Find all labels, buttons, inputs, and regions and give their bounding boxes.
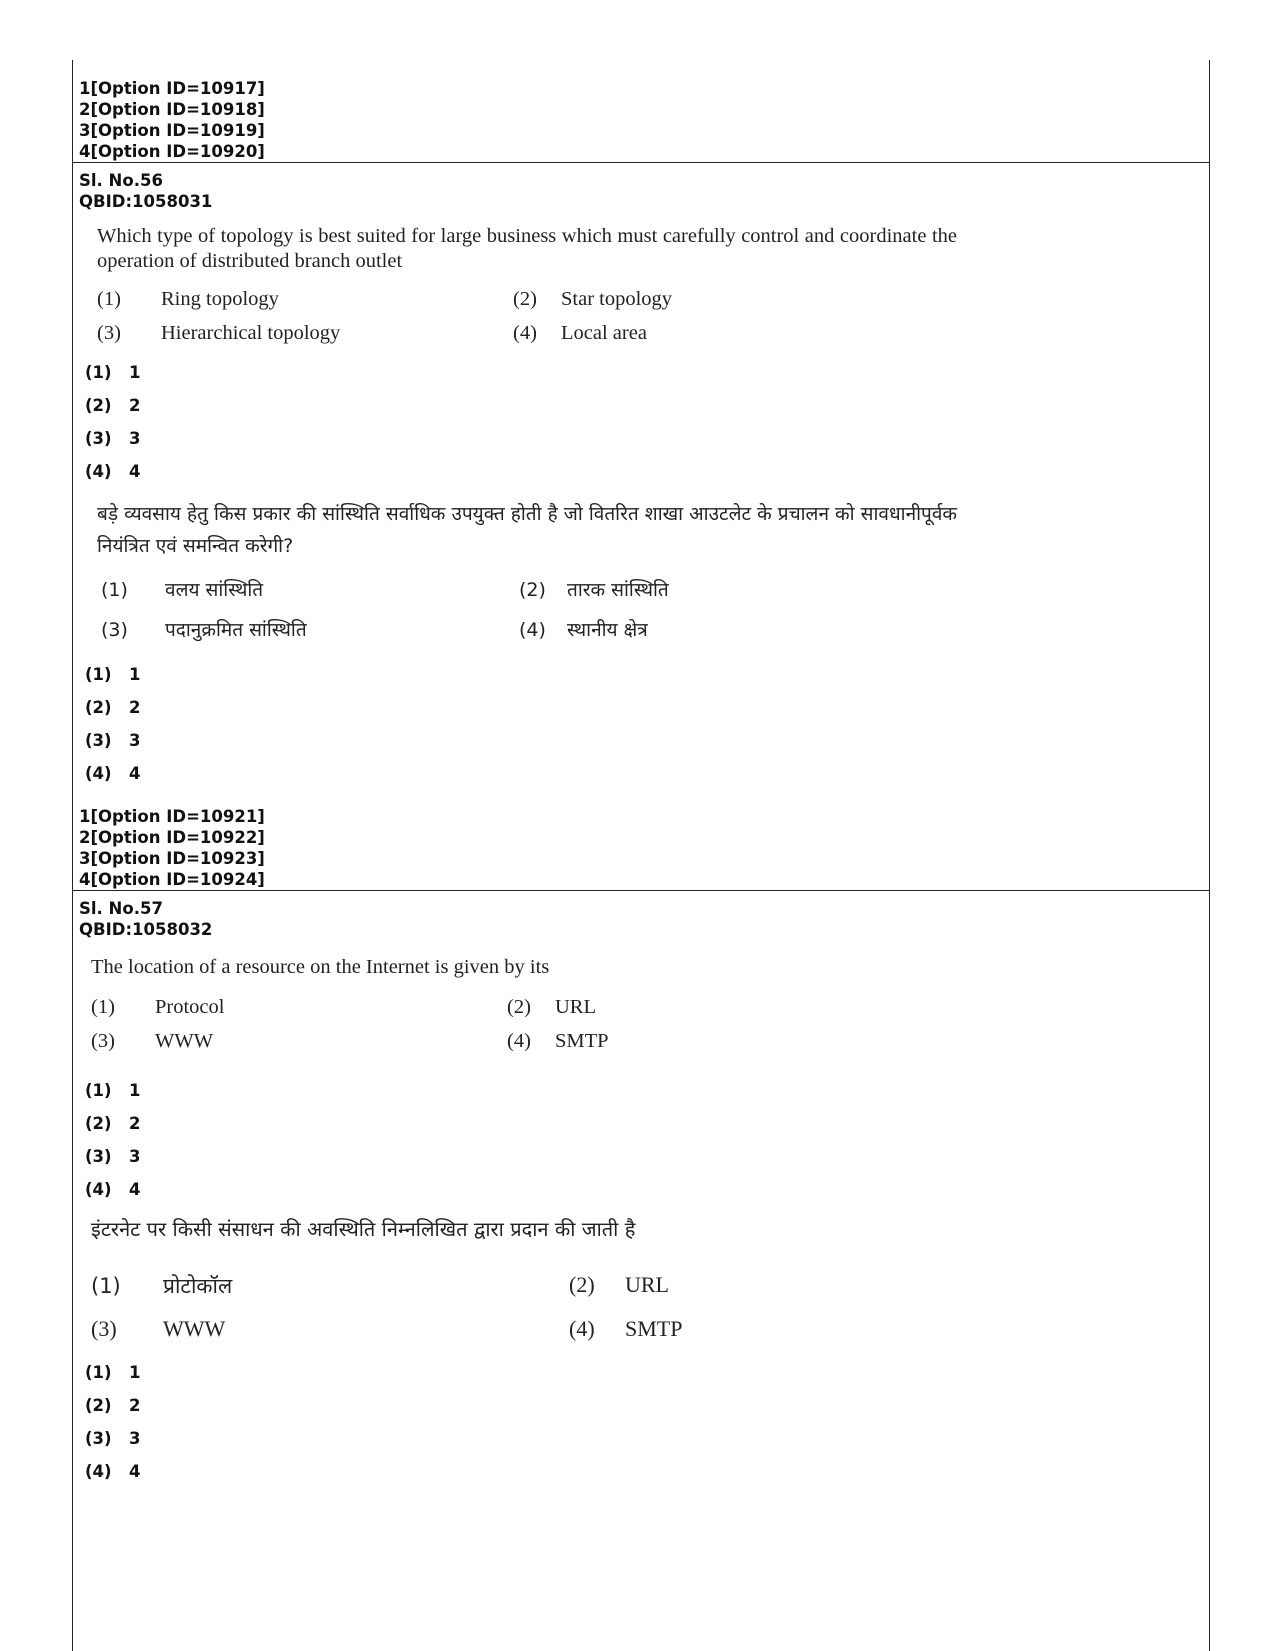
- answer-choice[interactable]: [85, 697, 140, 730]
- option-number: (1): [101, 579, 128, 601]
- option-number: (2): [507, 996, 531, 1018]
- question-56-english-text: Which type of topology is best suited for large business which must carefully control and coordinate the operation of distributed branch outlet: [97, 225, 957, 272]
- question-56-english-option: [513, 288, 672, 311]
- option-number: (4): [513, 322, 537, 344]
- choice-key: (3): [85, 731, 112, 750]
- answer-choice[interactable]: [85, 1395, 140, 1428]
- choice-value: 1: [129, 1081, 141, 1100]
- question-56-english-option: [97, 288, 279, 311]
- question-57-hindi-option: [569, 1272, 669, 1298]
- choice-value: 4: [129, 764, 141, 783]
- question-56-hindi-option: [519, 616, 648, 642]
- choice-value: 1: [129, 665, 141, 684]
- option-text: SMTP: [625, 1316, 683, 1341]
- question-56-answer-choices-english: [85, 362, 140, 494]
- choice-value: 1: [129, 1363, 141, 1382]
- option-number: (3): [101, 619, 128, 641]
- choice-value: 3: [129, 1429, 141, 1448]
- option-text: वलय सांस्थिति: [165, 579, 264, 601]
- answer-choice[interactable]: [85, 664, 140, 697]
- choice-key: (3): [85, 1147, 112, 1166]
- choice-value: 2: [129, 1396, 141, 1415]
- option-id-line: 2[Option ID=10918]: [79, 100, 265, 119]
- choice-key: (2): [85, 698, 112, 717]
- option-text: WWW: [155, 1030, 214, 1052]
- choice-key: (4): [85, 462, 112, 481]
- option-text: Hierarchical topology: [161, 322, 341, 344]
- question-57-english-option: [507, 996, 596, 1019]
- option-text: Star topology: [561, 288, 673, 310]
- option-number: (2): [519, 579, 546, 601]
- choice-value: 2: [129, 698, 141, 717]
- choice-key: (2): [85, 1114, 112, 1133]
- choice-value: 3: [129, 429, 141, 448]
- option-number: (2): [569, 1272, 595, 1297]
- question-56-option-id-list: [79, 806, 265, 890]
- option-id-line: 3[Option ID=10923]: [79, 849, 265, 868]
- choice-key: (1): [85, 363, 112, 382]
- option-number: (3): [91, 1316, 117, 1341]
- question-56-hindi-option: [519, 576, 669, 602]
- question-56-hindi-option: [101, 616, 307, 642]
- choice-key: (2): [85, 396, 112, 415]
- option-text: WWW: [163, 1316, 226, 1341]
- answer-choice[interactable]: [85, 730, 140, 763]
- option-number: (4): [519, 619, 546, 641]
- question-57-header: [79, 898, 212, 940]
- answer-choice[interactable]: [85, 395, 140, 428]
- choice-value: 4: [129, 462, 141, 481]
- option-text: URL: [625, 1272, 669, 1297]
- answer-choice[interactable]: [85, 1146, 140, 1179]
- option-id-line: 3[Option ID=10919]: [79, 121, 265, 140]
- answer-choice[interactable]: [85, 1080, 140, 1113]
- option-text: Local area: [561, 322, 647, 344]
- choice-value: 2: [129, 1114, 141, 1133]
- answer-choice[interactable]: [85, 1428, 140, 1461]
- answer-choice[interactable]: [85, 1113, 140, 1146]
- option-number: (3): [97, 322, 121, 344]
- option-text: पदानुक्रमित सांस्थिति: [165, 619, 307, 641]
- option-id-line: 1[Option ID=10917]: [79, 79, 265, 98]
- option-number: (1): [91, 996, 115, 1018]
- option-number: (3): [91, 1030, 115, 1052]
- option-number: (1): [91, 1274, 121, 1298]
- question-57-english-text: The location of a resource on the Internet is given by its: [91, 956, 550, 978]
- answer-choice[interactable]: [85, 1362, 140, 1395]
- question-56-hindi-option: [101, 576, 263, 602]
- choice-key: (4): [85, 764, 112, 783]
- choice-key: (1): [85, 665, 112, 684]
- divider: [73, 890, 1209, 891]
- option-number: (4): [569, 1316, 595, 1341]
- choice-key: (4): [85, 1180, 112, 1199]
- option-number: (2): [513, 288, 537, 310]
- question-57-answer-choices-hindi: [85, 1362, 140, 1494]
- top-option-id-list: [79, 78, 265, 162]
- choice-key: (3): [85, 1429, 112, 1448]
- choice-value: 1: [129, 363, 141, 382]
- question-56-answer-choices-hindi: [85, 664, 140, 796]
- answer-choice[interactable]: [85, 763, 140, 796]
- serial-number: Sl. No.57: [79, 899, 163, 918]
- question-56-header: [79, 170, 212, 212]
- option-id-line: 4[Option ID=10920]: [79, 142, 265, 161]
- choice-key: (4): [85, 1462, 112, 1481]
- option-id-line: 4[Option ID=10924]: [79, 870, 265, 889]
- choice-value: 4: [129, 1462, 141, 1481]
- option-text: प्रोटोकॉल: [163, 1274, 233, 1298]
- question-57-answer-choices-english: [85, 1080, 140, 1212]
- question-57-hindi-option: [91, 1272, 232, 1300]
- choice-key: (1): [85, 1081, 112, 1100]
- answer-choice[interactable]: [85, 461, 140, 494]
- option-id-line: 2[Option ID=10922]: [79, 828, 265, 847]
- qbid: QBID:1058031: [79, 192, 213, 211]
- question-57-english-option: [91, 1030, 213, 1053]
- answer-choice[interactable]: [85, 1179, 140, 1212]
- option-number: (4): [507, 1030, 531, 1052]
- option-text: SMTP: [555, 1030, 609, 1052]
- option-text: स्थानीय क्षेत्र: [567, 619, 648, 641]
- choice-value: 3: [129, 731, 141, 750]
- question-56-english-option: [97, 322, 340, 345]
- option-text: तारक सांस्थिति: [567, 579, 669, 601]
- option-text: Ring topology: [161, 288, 279, 310]
- choice-key: (3): [85, 429, 112, 448]
- option-number: (1): [97, 288, 121, 310]
- question-57-hindi-text: इंटरनेट पर किसी संसाधन की अवस्थिति निम्नलिखित द्वारा प्रदान की जाती है: [91, 1217, 636, 1241]
- choice-value: 3: [129, 1147, 141, 1166]
- choice-key: (2): [85, 1396, 112, 1415]
- question-57-hindi-option: [91, 1316, 225, 1342]
- option-text: Protocol: [155, 996, 225, 1018]
- choice-key: (1): [85, 1363, 112, 1382]
- answer-choice[interactable]: [85, 362, 140, 395]
- question-56-english-option: [513, 322, 647, 345]
- question-57-english-option: [91, 996, 224, 1019]
- question-paper-frame: [72, 60, 1210, 1651]
- option-text: URL: [555, 996, 596, 1018]
- choice-value: 4: [129, 1180, 141, 1199]
- divider: [73, 162, 1209, 163]
- question-57-hindi-option: [569, 1316, 682, 1342]
- choice-value: 2: [129, 396, 141, 415]
- serial-number: Sl. No.56: [79, 171, 163, 190]
- question-57-english-option: [507, 1030, 609, 1053]
- answer-choice[interactable]: [85, 428, 140, 461]
- option-id-line: 1[Option ID=10921]: [79, 807, 265, 826]
- qbid: QBID:1058032: [79, 920, 213, 939]
- answer-choice[interactable]: [85, 1461, 140, 1494]
- question-56-hindi-text: बड़े व्यवसाय हेतु किस प्रकार की सांस्थिति सर्वाधिक उपयुक्त होती है जो वितरित शाखा आउटलेट के प्रचालन को सावधानीपूर्वक नियंत्रित एवं समन्वित करेगी?: [97, 503, 957, 557]
